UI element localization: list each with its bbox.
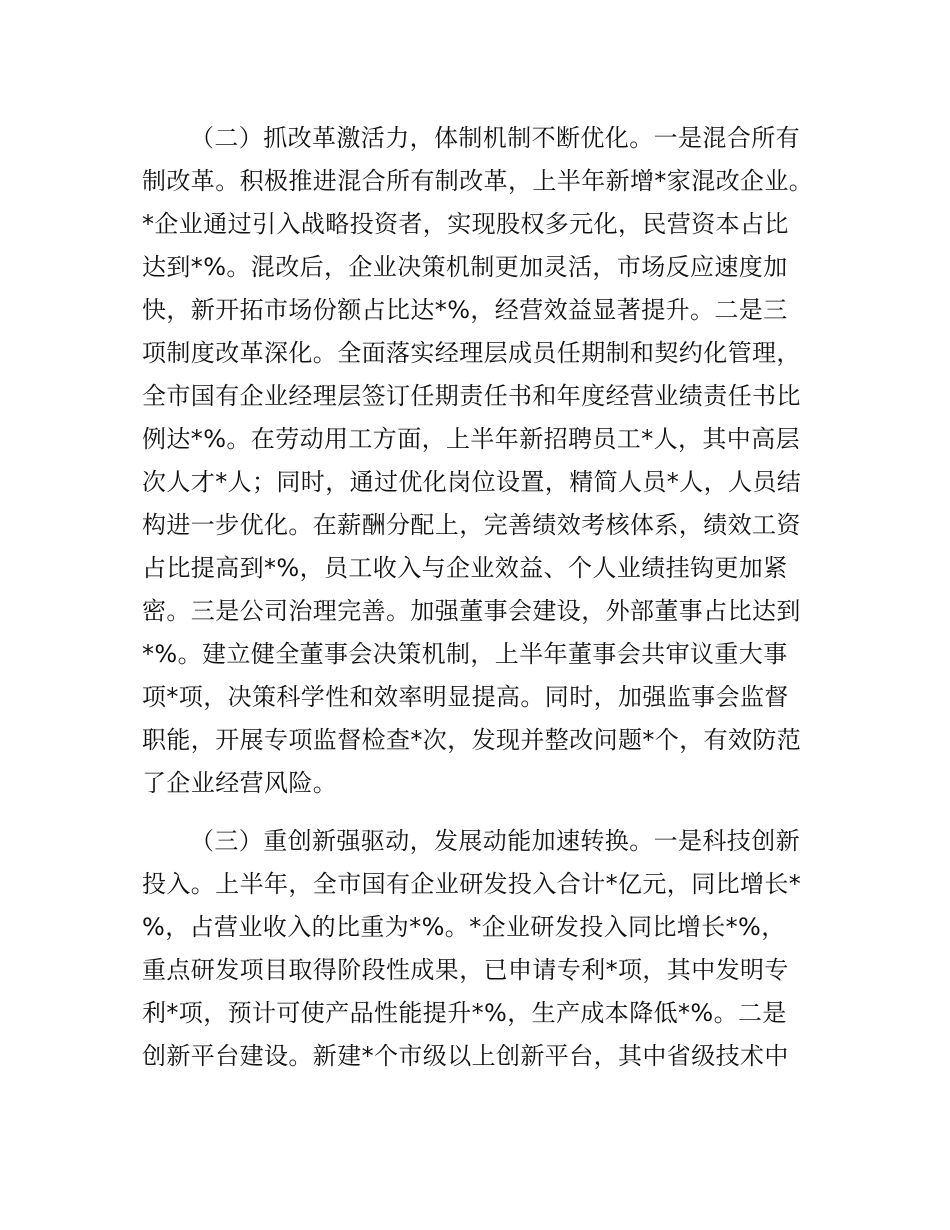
text-line: 了企业经营风险。: [142, 769, 338, 797]
text-line: 创新平台建设。新建*个市级以上创新平台，其中省级技术中: [142, 1042, 789, 1070]
text-line: 密。三是公司治理完善。加强董事会建设，外部董事占比达到: [142, 597, 801, 625]
text-line: 占比提高到*%，员工收入与企业效益、个人业绩挂钩更加紧: [142, 554, 788, 582]
text-line: 达到*%。混改后，企业决策机制更加灵活，市场反应速度加: [142, 253, 788, 281]
text-line: 制改革。积极推进混合所有制改革，上半年新增*家混改企业。: [142, 167, 814, 195]
text-line: 全市国有企业经理层签订任期责任书和年度经营业绩责任书比: [142, 382, 801, 410]
text-line: 项制度改革深化。全面落实经理层成员任期制和契约化管理，: [142, 339, 801, 367]
text-line: 例达*%。在劳动用工方面，上半年新招聘员工*人，其中高层: [142, 425, 801, 453]
text-line: 次人才*人；同时，通过优化岗位设置，精简人员*人，人员结: [142, 468, 802, 496]
text-line: *企业通过引入战略投资者，实现股权多元化，民营资本占比: [142, 210, 789, 238]
text-line: 重点研发项目取得阶段性成果，已申请专利*项，其中发明专: [142, 956, 789, 984]
text-line: %，占营业收入的比重为*%。*企业研发投入同比增长*%，: [142, 913, 786, 941]
text-line: 利*项，预计可使产品性能提升*%，生产成本降低*%。二是: [142, 999, 787, 1027]
text-line: *%。建立健全董事会决策机制，上半年董事会共审议重大事: [142, 640, 788, 668]
paragraph-2-heading-line: （二）抓改革激活力，体制机制不断优化。一是混合所有: [190, 124, 800, 152]
text-line: 项*项，决策科学性和效率明显提高。同时，加强监事会监督: [142, 683, 789, 711]
text-line: 投入。上半年，全市国有企业研发投入合计*亿元，同比增长*: [142, 870, 802, 898]
text-line: 职能，开展专项监督检查*次，发现并整改问题*个，有效防范: [142, 726, 802, 754]
text-line: 构进一步优化。在薪酬分配上，完善绩效考核体系，绩效工资: [142, 511, 801, 539]
paragraph-3-heading-line: （三）重创新强驱动，发展动能加速转换。一是科技创新: [190, 827, 800, 855]
text-line: 快，新开拓市场份额占比达*%，经营效益显著提升。二是三: [142, 296, 788, 324]
